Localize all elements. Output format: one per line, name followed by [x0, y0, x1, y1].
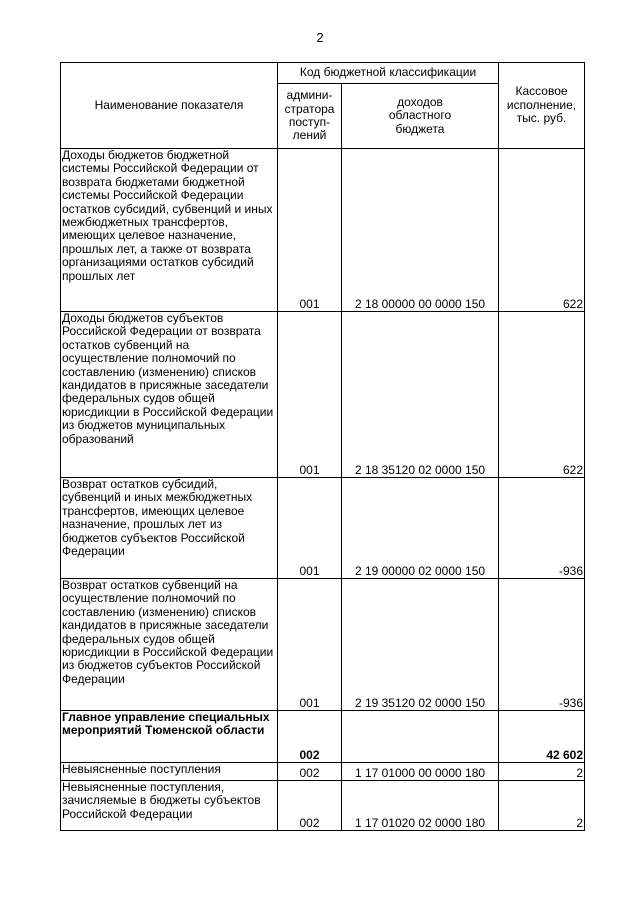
row-income-code: 2 19 35120 02 0000 150 — [342, 579, 499, 711]
row-cash-amount: 2 — [499, 763, 585, 781]
budget-revenue-table — [60, 62, 585, 831]
row-cash-amount: -936 — [499, 579, 585, 711]
table-row — [61, 579, 585, 711]
header-cash-execution — [499, 63, 585, 149]
row-administrator-code: 002 — [278, 711, 342, 763]
row-administrator-code: 001 — [278, 149, 342, 312]
table-row — [61, 312, 585, 478]
row-cash-amount: 2 — [499, 781, 585, 831]
header-indicator-name: Наименование показателя — [61, 63, 278, 149]
row-administrator-code: 002 — [278, 763, 342, 781]
row-income-code: 1 17 01020 02 0000 180 — [342, 781, 499, 831]
row-cash-amount: 622 — [499, 312, 585, 478]
row-indicator-name: Доходы бюджетов бюджетной системы Российской Федерации от возврата бюджетами бюджетной системы Российской Федерации остатков субсидий, субвенций и иных межбюджетных трансфертов, имеющих целевое назначение, прошлых лет, а также от возврата организациями остатков субсидий прошлых лет — [61, 149, 278, 312]
table-row — [61, 149, 585, 312]
header-row-top — [61, 63, 585, 84]
header-cash-execution-text: Кассовое исполнение, тыс. руб. — [506, 84, 577, 126]
table-row — [61, 763, 585, 781]
row-cash-amount: 42 602 — [499, 711, 585, 763]
table-row — [61, 781, 585, 831]
page-number: 2 — [316, 30, 324, 45]
row-indicator-name: Невыясненные поступления — [61, 763, 278, 781]
row-income-code: 2 18 00000 00 0000 150 — [342, 149, 499, 312]
table-row — [61, 478, 585, 579]
header-regional-income — [342, 84, 499, 149]
header-administrator — [278, 84, 342, 149]
row-income-code: 1 17 01000 00 0000 180 — [342, 763, 499, 781]
header-regional-income-text: доходов областного бюджета — [388, 94, 452, 136]
row-administrator-code: 001 — [278, 579, 342, 711]
row-indicator-name: Возврат остатков субсидий, субвенций и иных межбюджетных трансфертов, имеющих целевое назначение, прошлых лет из бюджетов субъектов Российской Федерации — [61, 478, 278, 579]
row-income-code: 2 18 35120 02 0000 150 — [342, 312, 499, 478]
row-income-code — [342, 711, 499, 763]
row-cash-amount: -936 — [499, 478, 585, 579]
table-row — [61, 711, 585, 763]
row-administrator-code: 001 — [278, 312, 342, 478]
row-administrator-code: 002 — [278, 781, 342, 831]
header-administrator-text: админи- стратора поступ- лений — [284, 88, 335, 143]
row-indicator-name: Доходы бюджетов субъектов Российской Федерации от возврата остатков субвенций на осуществление полномочий по составлению (изменению) списков кандидатов в присяжные заседатели федеральных судов общей юрисдикции в Российской Федерации из бюджетов муниципальных образований — [61, 312, 278, 478]
row-income-code: 2 19 00000 02 0000 150 — [342, 478, 499, 579]
row-cash-amount: 622 — [499, 149, 585, 312]
row-indicator-name: Невыясненные поступления, зачисляемые в бюджеты субъектов Российской Федерации — [61, 781, 278, 831]
row-indicator-name: Главное управление специальных мероприятий Тюменской области — [61, 711, 278, 763]
row-indicator-name: Возврат остатков субвенций на осуществление полномочий по составлению (изменению) списков кандидатов в присяжные заседатели федеральных судов общей юрисдикции в Российской Федерации из бюджетов субъектов Российской Федерации — [61, 579, 278, 711]
row-administrator-code: 001 — [278, 478, 342, 579]
header-classification-code: Код бюджетной классификации — [278, 63, 499, 84]
